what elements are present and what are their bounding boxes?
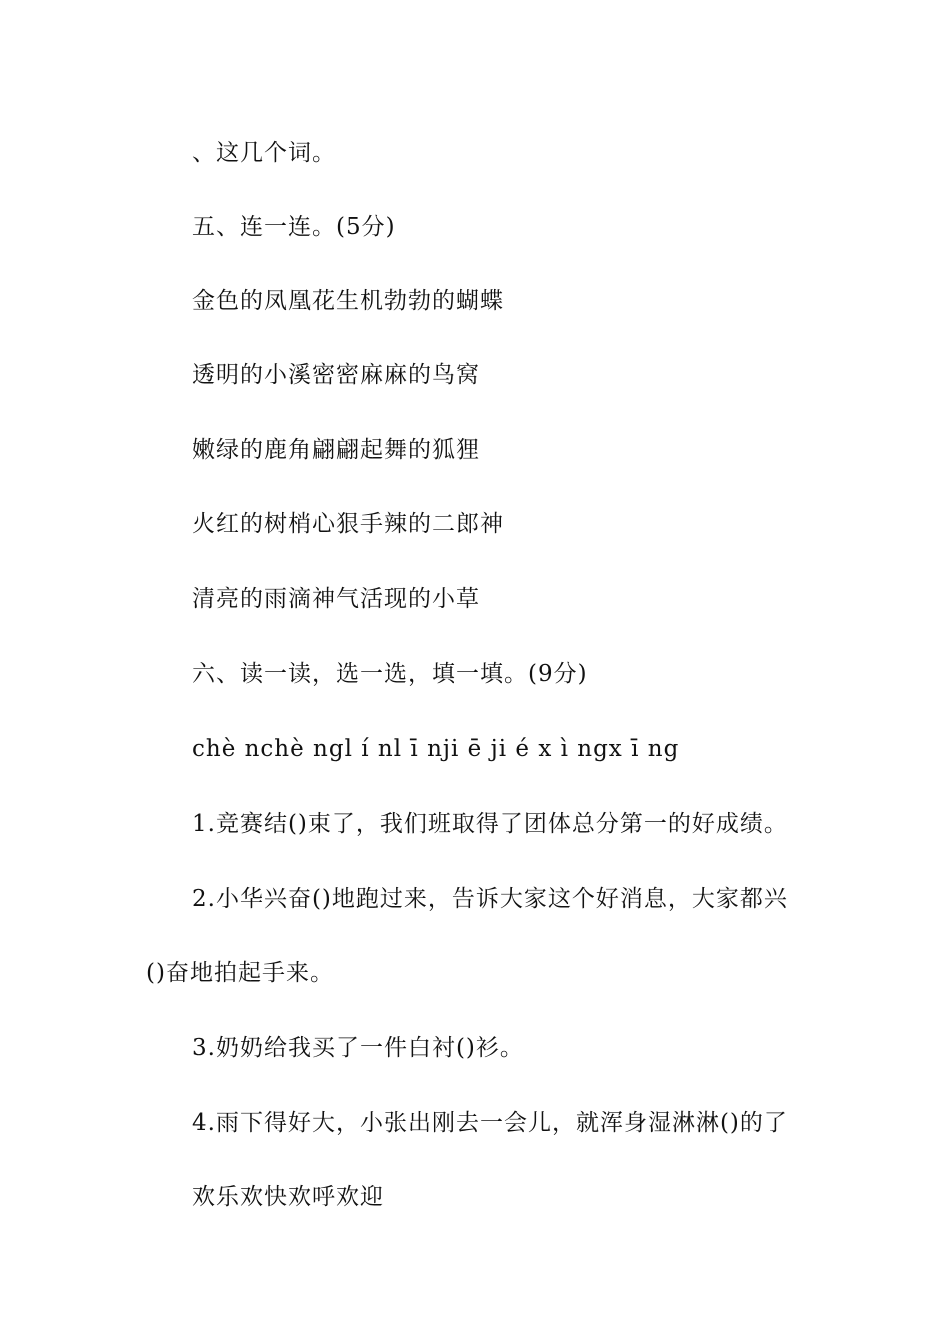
text-line-intro: 、这几个词。 [192, 140, 336, 166]
question-1: 1.竞赛结()束了，我们班取得了团体总分第一的好成绩。 [192, 811, 788, 837]
section-heading-five: 五、连一连。(5分) [192, 214, 396, 240]
question-3: 3.奶奶给我买了一件白衬()衫。 [192, 1035, 524, 1061]
match-line-4: 火红的树梢心狠手辣的二郎神 [192, 511, 504, 537]
question-4: 4.雨下得好大，小张出刚去一会儿，就浑身湿淋淋()的了 [192, 1110, 788, 1136]
word-choices: 欢乐欢快欢呼欢迎 [192, 1184, 384, 1210]
match-line-2: 透明的小溪密密麻麻的鸟窝 [192, 362, 480, 388]
question-2-continued: ()奋地拍起手来。 [146, 960, 334, 986]
section-heading-six: 六、读一读，选一选，填一填。(9分) [192, 661, 588, 687]
pinyin-line: chè nchè ngl í nl ī nji ē ji é x ì ngx ī ng [192, 736, 680, 762]
question-2: 2.小华兴奋()地跑过来，告诉大家这个好消息，大家都兴 [192, 886, 788, 912]
match-line-5: 清亮的雨滴神气活现的小草 [192, 586, 480, 612]
match-line-3: 嫩绿的鹿角翩翩起舞的狐狸 [192, 437, 480, 463]
match-line-1: 金色的凤凰花生机勃勃的蝴蝶 [192, 288, 504, 314]
